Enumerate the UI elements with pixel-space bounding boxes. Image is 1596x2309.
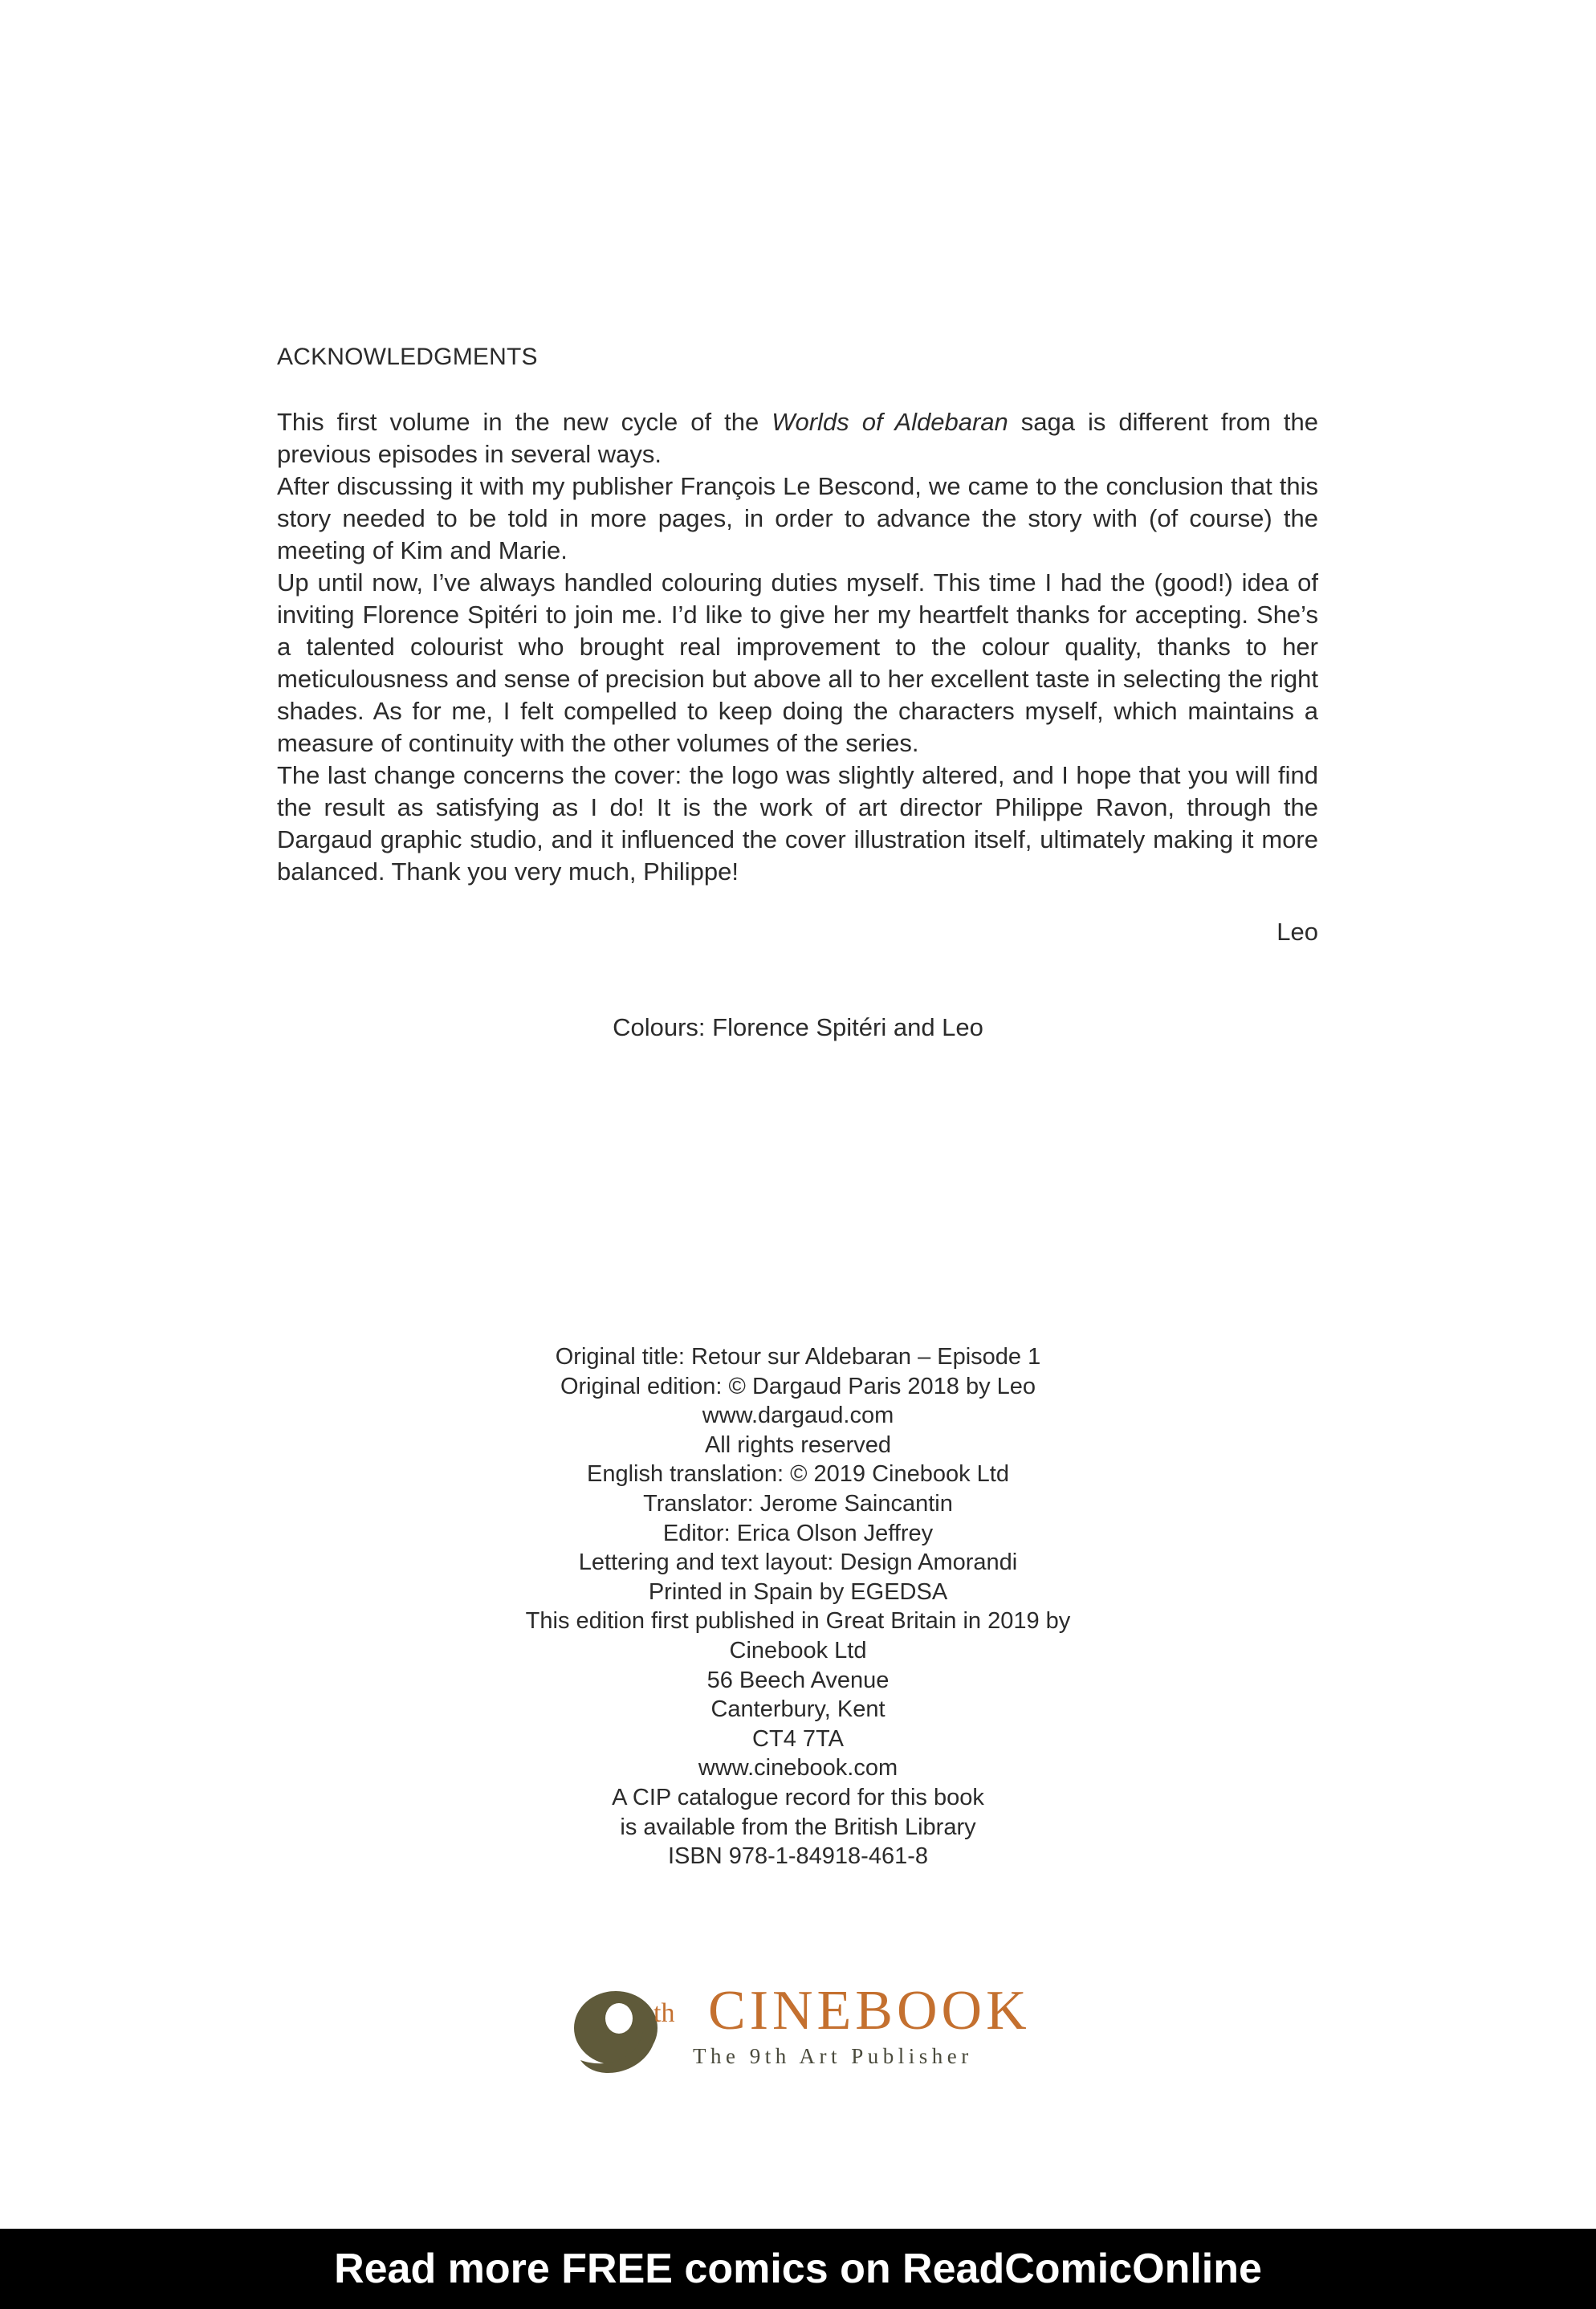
ninth-art-emblem-icon (566, 1975, 710, 2087)
acknowledgments-paragraph (277, 406, 1318, 470)
cinebook-logo (566, 1975, 1032, 2087)
credit-line: Lettering and text layout: Design Amorandi (578, 1550, 1018, 1576)
paragraph-text: saga is different from the previous episodes in several ways. (277, 408, 1318, 468)
paragraph-text: This first volume in the new cycle of the (277, 408, 772, 436)
acknowledgments-body (277, 406, 1318, 888)
emblem-suffix: th (653, 1998, 675, 2028)
credit-line: is available from the British Library (620, 1814, 976, 1840)
credit-line: Original title: Retour sur Aldebaran – Episode 1 (555, 1344, 1041, 1370)
series-title: Worlds of Aldebaran (772, 408, 1008, 436)
credit-line: Printed in Spain by EGEDSA (648, 1578, 948, 1605)
credit-line: www.dargaud.com (702, 1403, 894, 1429)
acknowledgments-paragraph: Up until now, I’ve always handled colouring duties myself. This time I had the (good!) idea of inviting Florence Spitéri to join me. I’d like to give her my heartfelt thanks for accepting. She’s a talented colourist who brought real improvement to the colour quality, thanks to her meticulousness and sense of precision but above all to her excellent taste in selecting the right shades. As for me, I felt compelled to keep doing the characters myself, which maintains a measure of continuity with the other volumes of the series. (277, 568, 1318, 757)
credit-line: All rights reserved (704, 1431, 892, 1458)
credit-line: Cinebook Ltd (729, 1637, 867, 1664)
credit-line: English translation: © 2019 Cinebook Ltd (587, 1461, 1009, 1488)
brand-tagline: The 9th Art Publisher (693, 2044, 973, 2068)
credit-line: Original edition: © Dargaud Paris 2018 by Leo (560, 1373, 1036, 1399)
credit-line: Editor: Erica Olson Jeffrey (662, 1520, 934, 1546)
credit-line: A CIP catalogue record for this book (612, 1784, 984, 1810)
credit-line: CT4 7TA (752, 1725, 844, 1752)
signature: Leo (1276, 918, 1318, 946)
publication-credits (0, 1342, 1596, 1871)
promo-banner[interactable]: Read more FREE comics on ReadComicOnline (0, 2229, 1596, 2309)
emblem-hole (605, 2003, 633, 2034)
credit-line: Canterbury, Kent (710, 1696, 886, 1723)
credit-line: ISBN 978-1-84918-461-8 (667, 1843, 929, 1870)
credit-line: This edition first published in Great Britain in 2019 by (525, 1608, 1071, 1635)
acknowledgments-paragraph: The last change concerns the cover: the logo was slightly altered, and I hope that you will find the result as satisfying as I do! It is the work of art director Philippe Ravon, through the Dargaud graphic studio, and it influenced the cover illustration itself, ultimately making it more balanced. Thank you very much, Philippe! (277, 761, 1318, 886)
credit-line: www.cinebook.com (698, 1755, 898, 1782)
credit-line: Translator: Jerome Saincantin (643, 1490, 953, 1517)
credit-line: 56 Beech Avenue (706, 1667, 890, 1693)
acknowledgments-paragraph: After discussing it with my publisher François Le Bescond, we came to the conclusion that this story needed to be told in more pages, in order to advance the story with (of course) the meeting of Kim and Marie. (277, 472, 1318, 564)
colours-credit: Colours: Florence Spitéri and Leo (613, 1013, 983, 1041)
acknowledgments-heading: ACKNOWLEDGMENTS (277, 344, 538, 370)
brand-name: CINEBOOK (708, 1980, 1031, 2042)
